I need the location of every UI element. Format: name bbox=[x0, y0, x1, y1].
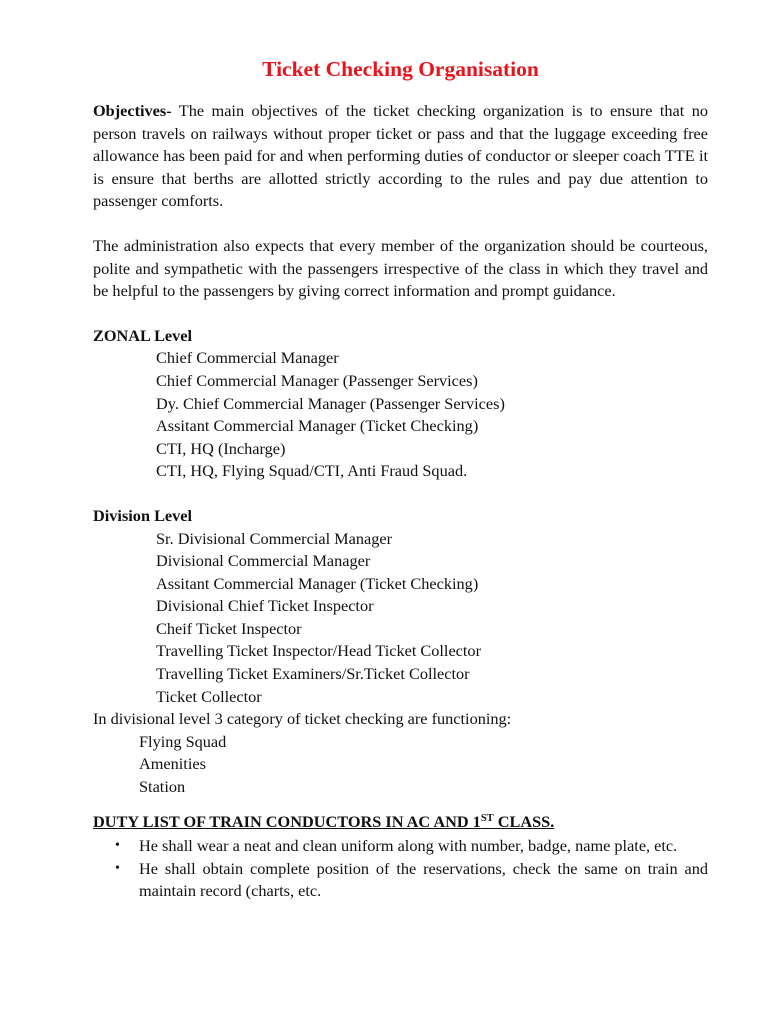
zonal-item: Assitant Commercial Manager (Ticket Checking) bbox=[156, 416, 479, 436]
division-item: Divisional Chief Ticket Inspector bbox=[156, 596, 374, 616]
objectives-label: Objectives- bbox=[93, 101, 172, 120]
bullet-icon: • bbox=[115, 838, 120, 854]
bullet-icon: • bbox=[115, 860, 120, 876]
document-title: Ticket Checking Organisation bbox=[262, 57, 539, 81]
duty-item-text: He shall obtain complete position of the reservations, check the same on train and maintain record (charts, etc. bbox=[139, 858, 708, 901]
division-item: Sr. Divisional Commercial Manager bbox=[156, 528, 393, 548]
duty-item-text: He shall wear a neat and clean uniform along with number, badge, name plate, etc. bbox=[139, 836, 678, 856]
duty-heading-superscript: ST bbox=[480, 812, 494, 824]
division-category-intro: In divisional level 3 category of ticket checking are functioning: bbox=[93, 709, 512, 729]
division-item: Travelling Ticket Inspector/Head Ticket Collector bbox=[156, 641, 481, 661]
zonal-level-heading: ZONAL Level bbox=[93, 325, 193, 345]
division-item: Assitant Commercial Manager (Ticket Checking) bbox=[156, 573, 479, 593]
duty-list-item bbox=[93, 835, 708, 858]
duty-list bbox=[93, 835, 708, 903]
duty-list-item bbox=[93, 858, 708, 903]
division-level-section bbox=[93, 505, 708, 799]
division-item: Cheif Ticket Inspector bbox=[156, 618, 302, 638]
division-item: Divisional Commercial Manager bbox=[156, 551, 371, 571]
zonal-item: CTI, HQ (Incharge) bbox=[156, 438, 286, 458]
division-item: Ticket Collector bbox=[156, 686, 262, 706]
objectives-text: The main objectives of the ticket checking organization is to ensure that no person travels on railways without proper ticket or pass and that the luggage exceeding free allowance has been paid for and when performing duties of conductor or sleeper coach TTE it is ensure that berths are allotted strictly according to the rules and pay due attention to passenger comforts. bbox=[93, 101, 708, 211]
zonal-item: Chief Commercial Manager (Passenger Services) bbox=[156, 370, 478, 390]
division-category: Amenities bbox=[139, 754, 206, 774]
zonal-level-section bbox=[93, 325, 708, 483]
zonal-item: Dy. Chief Commercial Manager (Passenger Services) bbox=[156, 393, 505, 413]
duty-list-heading bbox=[93, 811, 708, 834]
zonal-item: CTI, HQ, Flying Squad/CTI, Anti Fraud Squad. bbox=[156, 461, 468, 481]
objectives-paragraph bbox=[93, 100, 708, 213]
duty-heading-tail: CLASS bbox=[493, 811, 551, 831]
duty-heading-end: . bbox=[550, 811, 555, 831]
division-level-heading: Division Level bbox=[93, 505, 193, 525]
division-item: Travelling Ticket Examiners/Sr.Ticket Collector bbox=[156, 664, 470, 684]
division-category: Station bbox=[139, 777, 186, 797]
administration-paragraph: The administration also expects that every member of the organization should be courteous, polite and sympathetic with the passengers irrespective of the class in which they travel and be helpful to the passengers by giving correct information and prompt guidance. bbox=[93, 235, 708, 301]
document-page bbox=[93, 54, 708, 903]
division-category: Flying Squad bbox=[139, 731, 227, 751]
duty-heading-main: DUTY LIST OF TRAIN CONDUCTORS IN AC AND 1 bbox=[93, 811, 481, 831]
zonal-item: Chief Commercial Manager bbox=[156, 348, 339, 368]
